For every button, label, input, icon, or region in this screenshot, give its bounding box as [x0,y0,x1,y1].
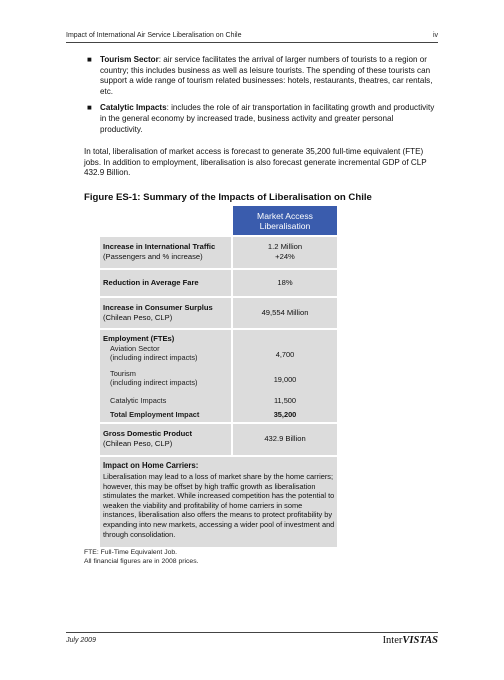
bullet-term: Catalytic Impacts [100,103,167,113]
row-value: 18% [277,278,293,287]
item-value: 19,000 [273,375,297,384]
home-carriers-title: Impact on Home Carriers: [103,461,199,470]
footer-rule [66,632,438,633]
bullet-catalytic [87,103,436,135]
table-row-gdp [100,424,337,455]
bullet-term: Tourism Sector [100,55,159,64]
figure-title: Figure ES-1: Summary of the Impacts of Liberalisation on Chile [84,192,372,203]
home-carriers-text: Liberalisation may lead to a loss of market share by the home carriers; however, this may be offset by high traffic growth as liberalisation stimulates the market. While increased competition has the potential to weaken the viability and profitability of home carriers in some instances, liberalisation also offers the means to protect profitability by expanding into new markets, accessing a wider pool of investment and through consolidation. [103,472,335,539]
footnote-prices: All financial figures are in 2008 prices. [84,558,199,565]
table-row-traffic [100,237,337,268]
item-value: 11,500 [273,396,297,405]
row-label: Gross Domestic Product (Chilean Peso, CLP) [103,429,193,448]
item-label: Aviation Sector (including indirect impacts) [110,344,198,363]
row-label: Increase in International Traffic (Passengers and % increase) [103,242,216,261]
item-label: Catalytic Impacts [110,396,167,405]
intervistas-logo: InterVISTAS [382,635,438,646]
table-row-employment [100,330,337,422]
bullet-text: : air service facilitates the arrival of larger numbers of tourists to a region or country; this includes business as well as leisure tourists. The spending of these tourists can support a wide range of tourism related businesses: hotels, restaurants, theatres, car rentals, etc. [100,55,433,96]
row-value: 432.9 Billion [264,434,306,443]
bullet-text: : includes the role of air transportation in facilitating growth and productivity in the general economy by increased trade, business activity and greater personal productivity. [100,103,435,134]
row-label: Employment (FTEs) [103,334,175,343]
summary-paragraph: In total, liberalisation of market access is forecast to generate 35,200 full-time equivalent (FTE) jobs. In addition to employment, liberalisation is also forecast generate incremental GDP of CLP 432.9 Billion. [84,147,427,178]
table-row-surplus [100,298,337,328]
header-title: Impact of International Air Service Liberalisation on Chile [66,32,242,39]
table-row-fare [100,270,337,296]
page-number: iv [432,32,438,39]
footer-date: July 2009 [66,637,96,644]
header-rule [66,42,438,43]
footnote-fte: FTE: Full-Time Equivalent Job. [84,549,178,556]
item-value: 35,200 [273,410,297,419]
bullet-marker: ■ [87,103,92,113]
home-carriers-box [100,457,337,547]
item-value: 4,700 [275,350,295,359]
row-label: Reduction in Average Fare [103,278,199,287]
row-value: 49,554 Million [261,308,309,317]
page-header [66,32,438,39]
row-value: 1.2 Million +24% [267,242,303,261]
bullet-marker: ■ [87,55,92,64]
column-header: Market Access Liberalisation [233,206,337,235]
item-label: Tourism (including indirect impacts) [110,369,198,388]
row-label: Increase in Consumer Surplus (Chilean Peso, CLP) [103,303,213,322]
bullet-list [87,55,436,141]
bullet-tourism [87,55,436,97]
item-label: Total Employment Impact [110,410,200,419]
